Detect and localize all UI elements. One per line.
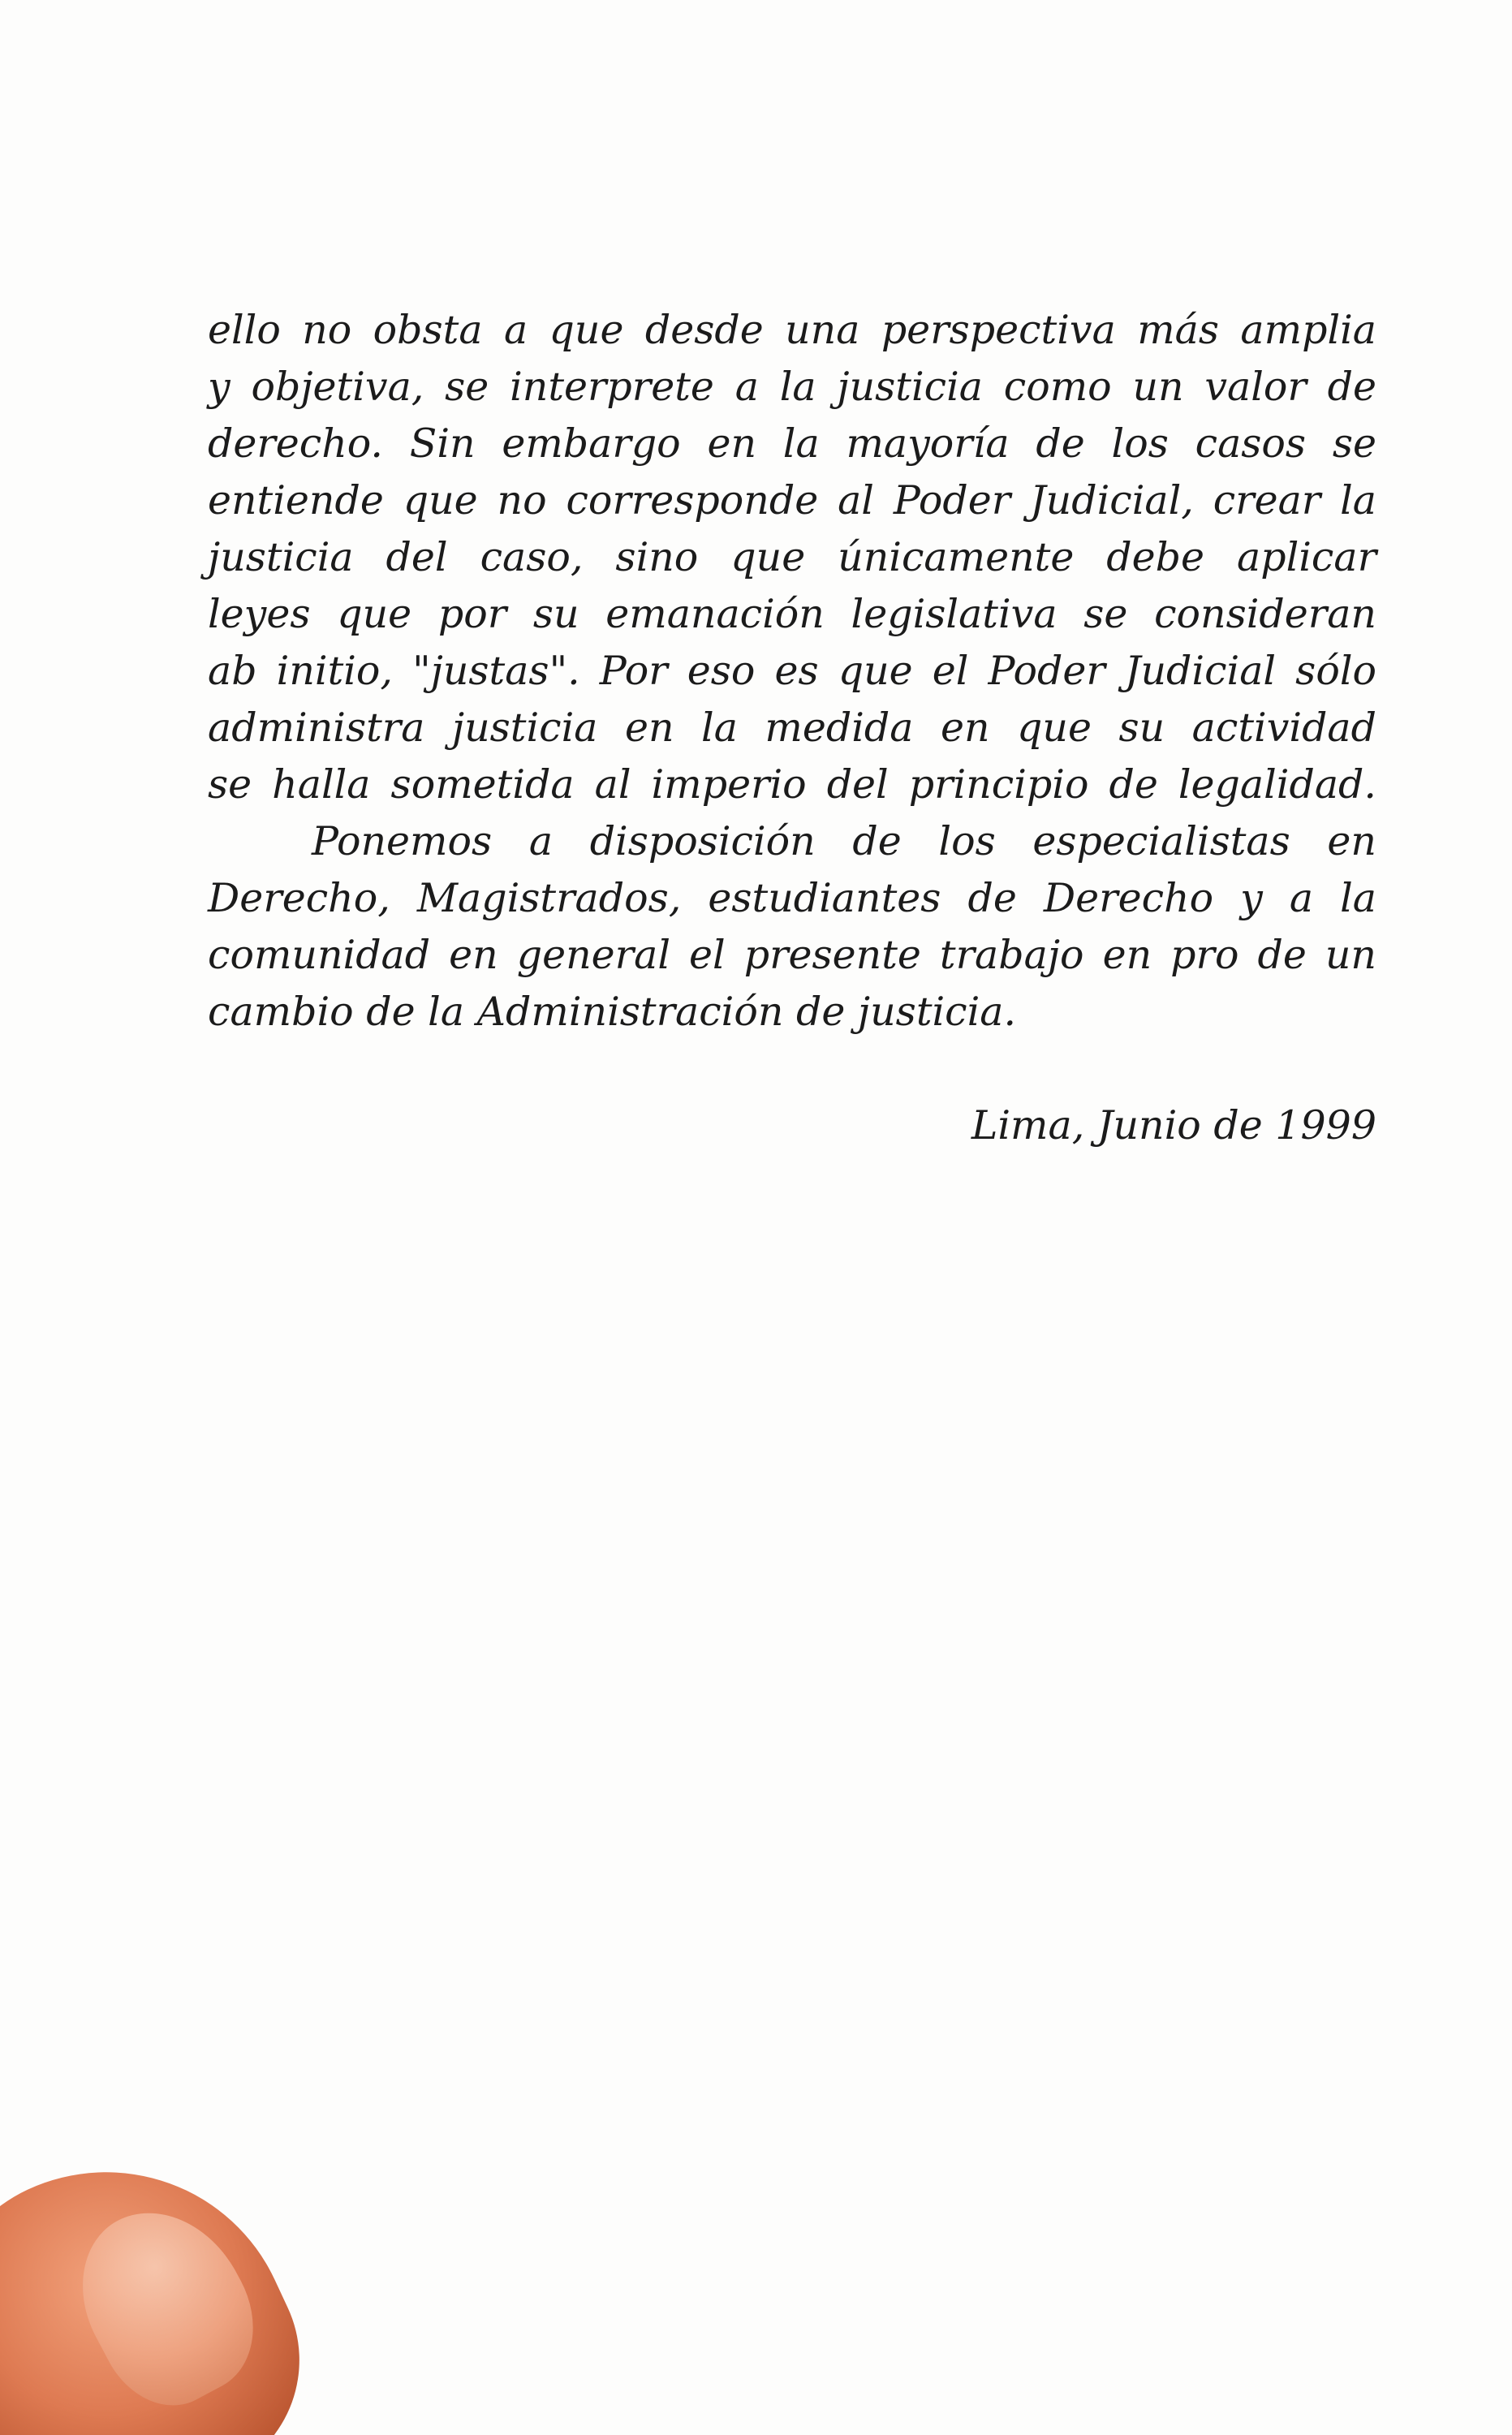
text-line: justicia del caso, sino que únicamente debe aplicar — [208, 534, 1376, 580]
text-line: derecho. Sin embargo en la mayoría de los casos se — [208, 420, 1376, 467]
text-line: comunidad en general el presente trabajo en pro de un — [208, 932, 1376, 978]
text-line: Ponemos a disposición de los especialistas en — [312, 818, 1376, 864]
signature-line: Lima, Junio de 1999 — [971, 1102, 1376, 1149]
text-line: Derecho, Magistrados, estudiantes de Derecho y a la — [208, 875, 1376, 921]
main-text — [208, 302, 1376, 1154]
text-line: leyes que por su emanación legislativa se consideran — [208, 591, 1376, 637]
text-line: y objetiva, se interprete a la justicia como un valor de — [208, 364, 1376, 410]
paragraph-2 — [208, 813, 1376, 1041]
paragraph-1 — [208, 302, 1376, 813]
text-line: ab initio, "justas". Por eso es que el Poder Judicial sólo — [208, 648, 1376, 694]
text-line: entiende que no corresponde al Poder Judicial, crear la — [208, 477, 1376, 524]
text-line: administra justicia en la medida en que su actividad — [208, 705, 1376, 751]
text-line: ello no obsta a que desde una perspectiva más amplia — [208, 307, 1376, 353]
text-line: se halla sometida al imperio del principio de legalidad. — [208, 761, 1376, 808]
text-line: cambio de la Administración de justicia. — [208, 989, 1017, 1035]
